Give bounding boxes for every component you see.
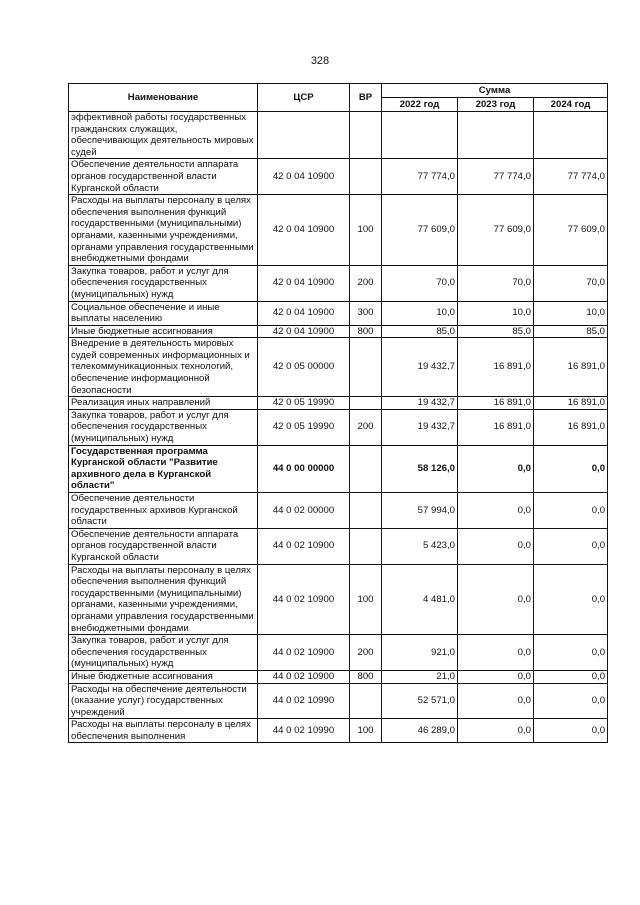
row-csr: 44 0 00 00000 — [258, 445, 350, 492]
table-row — [69, 409, 608, 445]
row-name: Иные бюджетные ассигнования — [69, 325, 258, 338]
row-name: эффективной работы государственных гражданских служащих, обеспечивающих деятельность мировых судей — [69, 112, 258, 159]
row-vr — [350, 397, 382, 410]
row-sum-2022: 19 432,7 — [382, 397, 458, 410]
row-vr — [350, 493, 382, 529]
row-sum-2022: 19 432,7 — [382, 338, 458, 397]
row-sum-2024: 16 891,0 — [534, 338, 608, 397]
row-csr: 44 0 02 10990 — [258, 683, 350, 719]
row-csr: 42 0 04 10900 — [258, 325, 350, 338]
row-sum-2023: 0,0 — [458, 493, 534, 529]
row-sum-2023: 0,0 — [458, 445, 534, 492]
row-csr: 44 0 02 10990 — [258, 719, 350, 743]
row-sum-2023: 0,0 — [458, 719, 534, 743]
row-sum-2022: 4 481,0 — [382, 564, 458, 635]
row-vr: 100 — [350, 195, 382, 266]
header-year-2022: 2022 год — [382, 98, 458, 112]
header-name: Наименование — [69, 84, 258, 112]
row-sum-2022: 57 994,0 — [382, 493, 458, 529]
row-sum-2022: 5 423,0 — [382, 528, 458, 564]
row-csr: 44 0 02 10900 — [258, 670, 350, 683]
table-row — [69, 635, 608, 671]
row-sum-2024 — [534, 112, 608, 159]
row-sum-2022: 21,0 — [382, 670, 458, 683]
row-sum-2022: 77 609,0 — [382, 195, 458, 266]
row-vr: 800 — [350, 325, 382, 338]
row-sum-2023: 77 609,0 — [458, 195, 534, 266]
row-vr — [350, 338, 382, 397]
table-row — [69, 445, 608, 492]
row-csr: 42 0 04 10900 — [258, 301, 350, 325]
table-row — [69, 338, 608, 397]
row-name: Расходы на выплаты персоналу в целях обеспечения выполнения — [69, 719, 258, 743]
row-vr: 300 — [350, 301, 382, 325]
row-name: Обеспечение деятельности государственных архивов Курганской области — [69, 493, 258, 529]
row-vr: 100 — [350, 719, 382, 743]
row-sum-2024: 85,0 — [534, 325, 608, 338]
row-sum-2023: 0,0 — [458, 528, 534, 564]
row-csr: 42 0 04 10900 — [258, 159, 350, 195]
row-vr — [350, 528, 382, 564]
row-name: Закупка товаров, работ и услуг для обеспечения государственных (муниципальных) нужд — [69, 409, 258, 445]
table-row — [69, 112, 608, 159]
row-name: Обеспечение деятельности аппарата органов государственной власти Курганской области — [69, 159, 258, 195]
row-csr: 44 0 02 00000 — [258, 493, 350, 529]
row-sum-2024: 0,0 — [534, 635, 608, 671]
page-number: 328 — [310, 55, 330, 67]
row-sum-2024: 16 891,0 — [534, 409, 608, 445]
row-name: Закупка товаров, работ и услуг для обеспечения государственных (муниципальных) нужд — [69, 635, 258, 671]
row-sum-2022: 77 774,0 — [382, 159, 458, 195]
table-row — [69, 683, 608, 719]
table-row — [69, 564, 608, 635]
table-row — [69, 397, 608, 410]
header-sum: Сумма — [382, 84, 608, 98]
table-row — [69, 265, 608, 301]
header-year-2024: 2024 год — [534, 98, 608, 112]
row-sum-2022: 46 289,0 — [382, 719, 458, 743]
header-csr: ЦСР — [258, 84, 350, 112]
table-row — [69, 325, 608, 338]
row-sum-2024: 77 609,0 — [534, 195, 608, 266]
row-csr: 44 0 02 10900 — [258, 528, 350, 564]
table-row — [69, 159, 608, 195]
row-sum-2024: 0,0 — [534, 564, 608, 635]
row-csr — [258, 112, 350, 159]
row-name: Расходы на выплаты персоналу в целях обеспечения выполнения функций государственными (муниципальными) органами, казенными учреждениями, органами управления государственными внебюджетными фондами — [69, 195, 258, 266]
row-name: Закупка товаров, работ и услуг для обеспечения государственных (муниципальных) нужд — [69, 265, 258, 301]
row-vr: 800 — [350, 670, 382, 683]
row-name: Внедрение в деятельность мировых судей современных информационных и телекоммуникационных технологий, обеспечение информационной безопасности — [69, 338, 258, 397]
row-sum-2024: 77 774,0 — [534, 159, 608, 195]
row-csr: 42 0 05 19990 — [258, 397, 350, 410]
header-vr: ВР — [350, 84, 382, 112]
row-sum-2023: 16 891,0 — [458, 409, 534, 445]
row-name: Расходы на обеспечение деятельности (оказание услуг) государственных учреждений — [69, 683, 258, 719]
budget-table — [68, 83, 608, 743]
row-sum-2024: 0,0 — [534, 670, 608, 683]
row-vr — [350, 159, 382, 195]
row-csr: 42 0 04 10900 — [258, 195, 350, 266]
table-row — [69, 528, 608, 564]
row-sum-2023: 10,0 — [458, 301, 534, 325]
row-name: Иные бюджетные ассигнования — [69, 670, 258, 683]
row-sum-2022: 85,0 — [382, 325, 458, 338]
table-row — [69, 493, 608, 529]
table-row — [69, 719, 608, 743]
row-sum-2022: 52 571,0 — [382, 683, 458, 719]
row-sum-2023: 0,0 — [458, 564, 534, 635]
row-sum-2022: 10,0 — [382, 301, 458, 325]
table-row — [69, 301, 608, 325]
row-vr: 200 — [350, 409, 382, 445]
row-vr — [350, 445, 382, 492]
table-header — [69, 84, 608, 112]
row-name: Социальное обеспечение и иные выплаты населению — [69, 301, 258, 325]
row-sum-2023: 0,0 — [458, 670, 534, 683]
row-sum-2024: 0,0 — [534, 719, 608, 743]
row-csr: 44 0 02 10900 — [258, 564, 350, 635]
row-csr: 42 0 05 19990 — [258, 409, 350, 445]
row-vr — [350, 683, 382, 719]
row-sum-2023 — [458, 112, 534, 159]
row-sum-2024: 16 891,0 — [534, 397, 608, 410]
row-sum-2022: 58 126,0 — [382, 445, 458, 492]
row-vr — [350, 112, 382, 159]
row-name: Обеспечение деятельности аппарата органов государственной власти Курганской области — [69, 528, 258, 564]
row-sum-2023: 85,0 — [458, 325, 534, 338]
row-csr: 44 0 02 10900 — [258, 635, 350, 671]
table-row — [69, 670, 608, 683]
header-year-2023: 2023 год — [458, 98, 534, 112]
row-csr: 42 0 05 00000 — [258, 338, 350, 397]
row-sum-2024: 70,0 — [534, 265, 608, 301]
row-sum-2024: 0,0 — [534, 528, 608, 564]
row-sum-2024: 0,0 — [534, 445, 608, 492]
row-sum-2023: 70,0 — [458, 265, 534, 301]
row-sum-2024: 10,0 — [534, 301, 608, 325]
row-sum-2022: 70,0 — [382, 265, 458, 301]
row-name: Расходы на выплаты персоналу в целях обеспечения выполнения функций государственными (муниципальными) органами, казенными учреждениями, органами управления государственными внебюджетными фондами — [69, 564, 258, 635]
row-sum-2023: 16 891,0 — [458, 397, 534, 410]
row-vr: 200 — [350, 635, 382, 671]
row-sum-2022: 921,0 — [382, 635, 458, 671]
row-csr: 42 0 04 10900 — [258, 265, 350, 301]
row-name: Государственная программа Курганской области "Развитие архивного дела в Курганской области" — [69, 445, 258, 492]
table-body — [69, 112, 608, 743]
row-sum-2022: 19 432,7 — [382, 409, 458, 445]
row-sum-2024: 0,0 — [534, 683, 608, 719]
row-name: Реализация иных направлений — [69, 397, 258, 410]
row-vr: 100 — [350, 564, 382, 635]
row-sum-2023: 16 891,0 — [458, 338, 534, 397]
table-row — [69, 195, 608, 266]
row-vr: 200 — [350, 265, 382, 301]
row-sum-2022 — [382, 112, 458, 159]
row-sum-2023: 0,0 — [458, 635, 534, 671]
row-sum-2024: 0,0 — [534, 493, 608, 529]
row-sum-2023: 77 774,0 — [458, 159, 534, 195]
row-sum-2023: 0,0 — [458, 683, 534, 719]
